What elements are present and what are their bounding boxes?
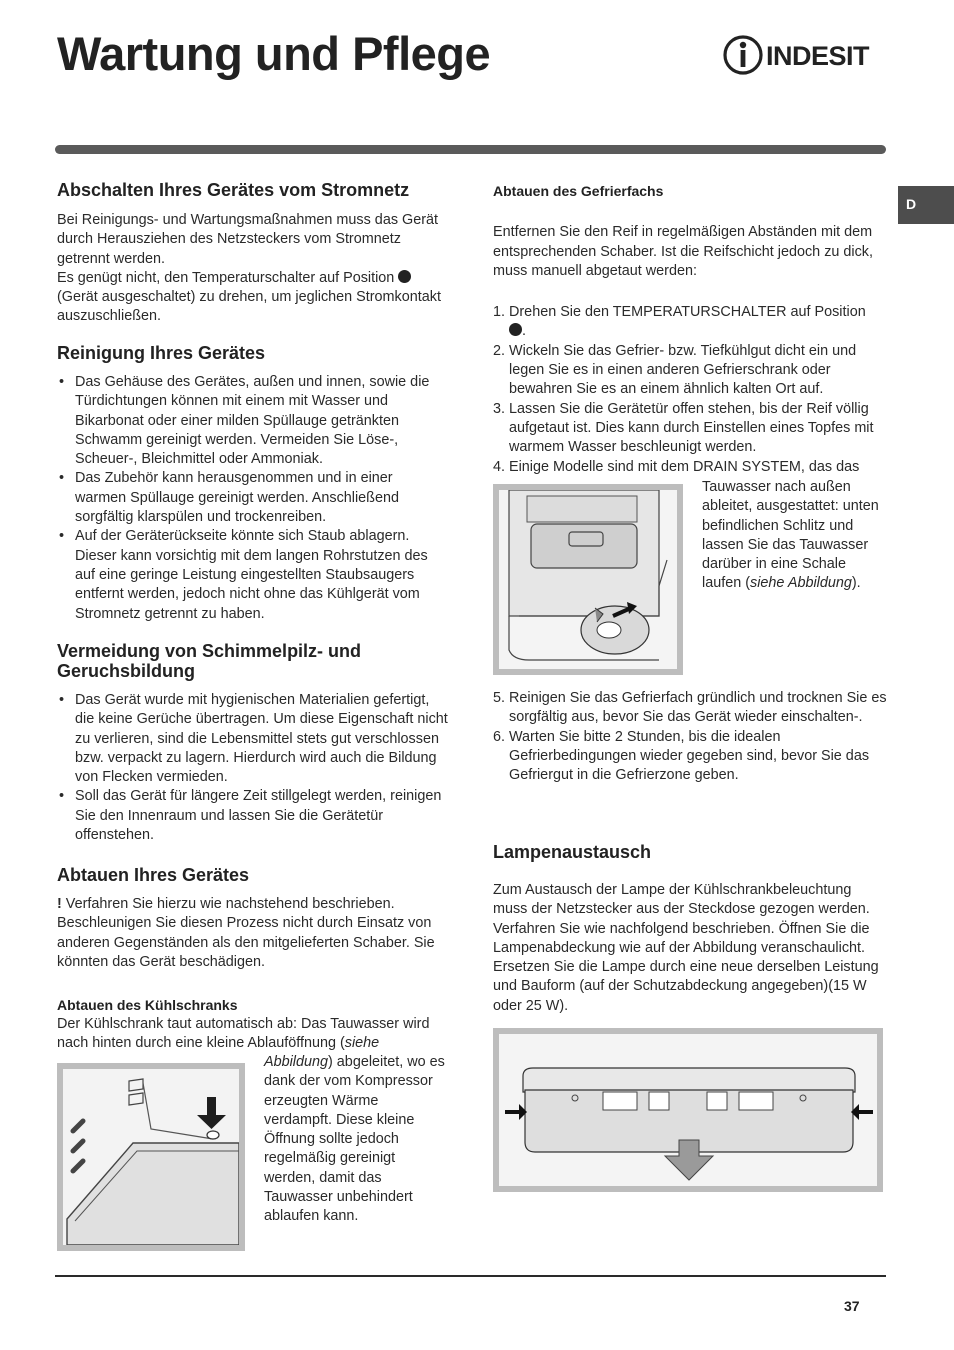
step-number: 6. xyxy=(493,728,506,745)
list-item xyxy=(493,728,888,786)
section-lamp xyxy=(493,842,888,1016)
step-text: Wickeln Sie das Gefrier- bzw. Tiefkühlgut dicht ein und legen Sie es in einen anderen Gefrierschrank oder bewahren Sie es an einem ähnlich kalten Ort auf. xyxy=(509,342,857,398)
heading-defrost: Abtauen Ihres Gerätes xyxy=(57,865,250,885)
page-number: 37 xyxy=(844,1298,860,1314)
list-item xyxy=(493,400,888,458)
step-number: 2. xyxy=(493,342,506,359)
step-text: Drehen Sie den TEMPERATURSCHALTER auf Position xyxy=(509,304,866,321)
defrost-warning-text: Verfahren Sie hierzu wie nachstehend beschrieben. Beschleunigen Sie diesen Prozess nicht durch Einsatz von anderen Gegenständen als den mitgelieferten Schaber. Sie könnten das Gerät beschädigen. xyxy=(57,896,435,970)
heading-mold: Vermeidung von Schimmelpilz- und Geruchsbildung xyxy=(57,641,362,681)
siehe-abbildung-ref: siehe Abbildung xyxy=(750,575,852,592)
step-number: 5. xyxy=(493,690,506,706)
section-fridge-defrost xyxy=(57,996,445,1015)
drain-system-desc: Tauwasser nach außen ableitet, ausgestattet: unten befindlichen Schlitz und lassen Sie das Tauwasser darüber in eine Schale laufen ( xyxy=(702,479,879,592)
step-text: Lassen Sie die Gerätetür offen stehen, bis der Reif völlig aufgetaut ist. Dies kann durch Einstellen eines Topfes mit warmem Wasser beschleunigt werden. xyxy=(509,400,874,456)
list-item xyxy=(493,458,888,477)
power-text-2b: (Gerät ausgeschaltet) zu drehen, um jeglichen Stromkontakt auszuschließen. xyxy=(57,289,441,325)
list-item xyxy=(493,689,888,728)
drain-system-end: ). xyxy=(851,575,861,592)
list-item: • Das Zubehör kann herausgenommen und in einer warmen Spüllauge gereinigt werden. Anschließend sorgfältig klarspülen und trockenreiben. xyxy=(57,469,445,527)
power-text-1: Bei Reinigungs- und Wartungsmaßnahmen muss das Gerät durch Herausziehen des Netzsteckers vom Stromnetz getrennt werden. xyxy=(57,212,439,267)
fridge-defrost-body: ) abgeleitet, wo es dank der vom Kompressor erzeugten Wärme verdampft. Diese kleine Öffnung sollte jedoch regelmäßig gereinigt werden, damit das Tauwasser unbehindert ablaufen kann. xyxy=(264,1054,445,1225)
drain-system-text xyxy=(702,478,888,594)
section-freezer-defrost xyxy=(493,182,888,477)
list-item: • Das Gerät wurde mit hygienischen Materialien gefertigt, die keine Gerüche übertragen. Um diese Eigenschaft nicht zu verlieren, sind die Lebensmittel stets gut verschlossen bzw. verpackt zu lagern. Hierdurch wird auch die Bildung von Flecken vermieden. xyxy=(57,691,449,787)
heading-freezer-defrost: Abtauen des Gefrierfachs xyxy=(493,183,664,199)
off-position-icon xyxy=(398,270,411,283)
section-power xyxy=(57,180,445,327)
defrost-warning xyxy=(57,895,445,972)
siehe-ref: siehe xyxy=(344,1035,380,1052)
fridge-defrost-intro: Der Kühlschrank taut automatisch ab: Das Tauwasser wird nach hinten durch eine kleine Ablauföffnung ( xyxy=(57,1016,430,1052)
brand-logo xyxy=(722,34,884,78)
power-text-2 xyxy=(57,269,445,327)
heading-cleaning: Reinigung Ihres Gerätes xyxy=(57,343,266,363)
list-item xyxy=(493,342,888,400)
list-item: • Soll das Gerät für längere Zeit stillgelegt werden, reinigen Sie den Innenraum und lassen Sie die Gerätetür offenstehen. xyxy=(57,787,449,845)
freezer-intro: Entfernen Sie den Reif in regelmäßigen Abständen mit dem entsprechenden Schaber. Ist die Reifschicht jedoch zu dick, muss manuell abgetaut werden: xyxy=(493,224,873,279)
language-tab xyxy=(898,186,954,224)
brand-name: INDESIT xyxy=(766,41,870,71)
fridge-defrost-text-b xyxy=(264,1053,448,1227)
footer-divider xyxy=(55,1275,886,1277)
heading-lamp: Lampenaustausch xyxy=(493,842,652,862)
freezer-drain-illustration xyxy=(493,484,683,675)
section-defrost xyxy=(57,865,445,972)
section-mold xyxy=(57,641,449,845)
power-text-2a: Es genügt nicht, den Temperaturschalter auf Position xyxy=(57,269,395,286)
list-item: • Das Gehäuse des Gerätes, außen und innen, sowie die Türdichtungen können mit einem mit Wasser und Bikarbonat oder einer milden Spüllauge getränkten Schwamm gereinigt werden. Vermeiden Sie Löse-, Scheuer-, Bleichmittel oder Ammoniak. xyxy=(57,373,445,469)
page-title: Wartung und Pflege xyxy=(57,27,491,80)
section-cleaning xyxy=(57,343,445,624)
language-tab-label: D xyxy=(906,196,917,212)
list-item: • Auf der Geräterückseite könnte sich Staub ablagern. Dieser kann vorsichtig mit dem langen Rohrstutzen des auf eine geringe Leistung eingestellten Staubsaugers entfernt werden, jedoch nicht ohne das Kühlgerät vom Stromnetz getrennt zu haben. xyxy=(57,527,445,623)
list-item: 1. Drehen Sie den TEMPERATURSCHALTER auf Position . xyxy=(493,304,866,340)
freezer-steps-b xyxy=(493,689,888,785)
lamp-cover-illustration xyxy=(493,1028,883,1192)
step-text: Reinigen Sie das Gefrierfach gründlich und trocknen Sie es sorgfältig aus, bevor Sie das Gerät wieder einschalten-. xyxy=(509,690,887,726)
heading-fridge-defrost: Abtauen des Kühlschranks xyxy=(57,997,238,1013)
step-number: 1. xyxy=(493,304,506,321)
step-text: Einige Modelle sind mit dem DRAIN SYSTEM, das das xyxy=(509,458,860,475)
lamp-text: Zum Austausch der Lampe der Kühlschrankbeleuchtung muss der Netzstecker aus der Steckdose gezogen werden. Verfahren Sie wie nachfolgend beschrieben. Öffnen Sie die Lampenabdeckung wie auf der Abbildung veranschaulicht. Ersetzen Sie die Lampe durch eine neue derselben Leistung und Bauform (auf der Schutzabdeckung angegeben)(15 W oder 25 W). xyxy=(493,882,879,1014)
fridge-drain-illustration xyxy=(57,1063,245,1251)
step-number: 4. xyxy=(493,458,506,475)
fridge-defrost-text-a xyxy=(57,1015,445,1054)
step-number: 3. xyxy=(493,400,506,417)
off-position-icon xyxy=(509,323,522,336)
step-text: Warten Sie bitte 2 Stunden, bis die idealen Gefrierbedingungen wieder gegeben sind, bevor Sie das Gefriergut in die Gefrierzone geben. xyxy=(509,728,870,784)
warning-icon: ! xyxy=(57,896,62,912)
abbildung-ref: Abbildung xyxy=(264,1054,329,1070)
heading-power: Abschalten Ihres Gerätes vom Stromnetz xyxy=(57,180,410,200)
header-divider xyxy=(55,145,886,154)
